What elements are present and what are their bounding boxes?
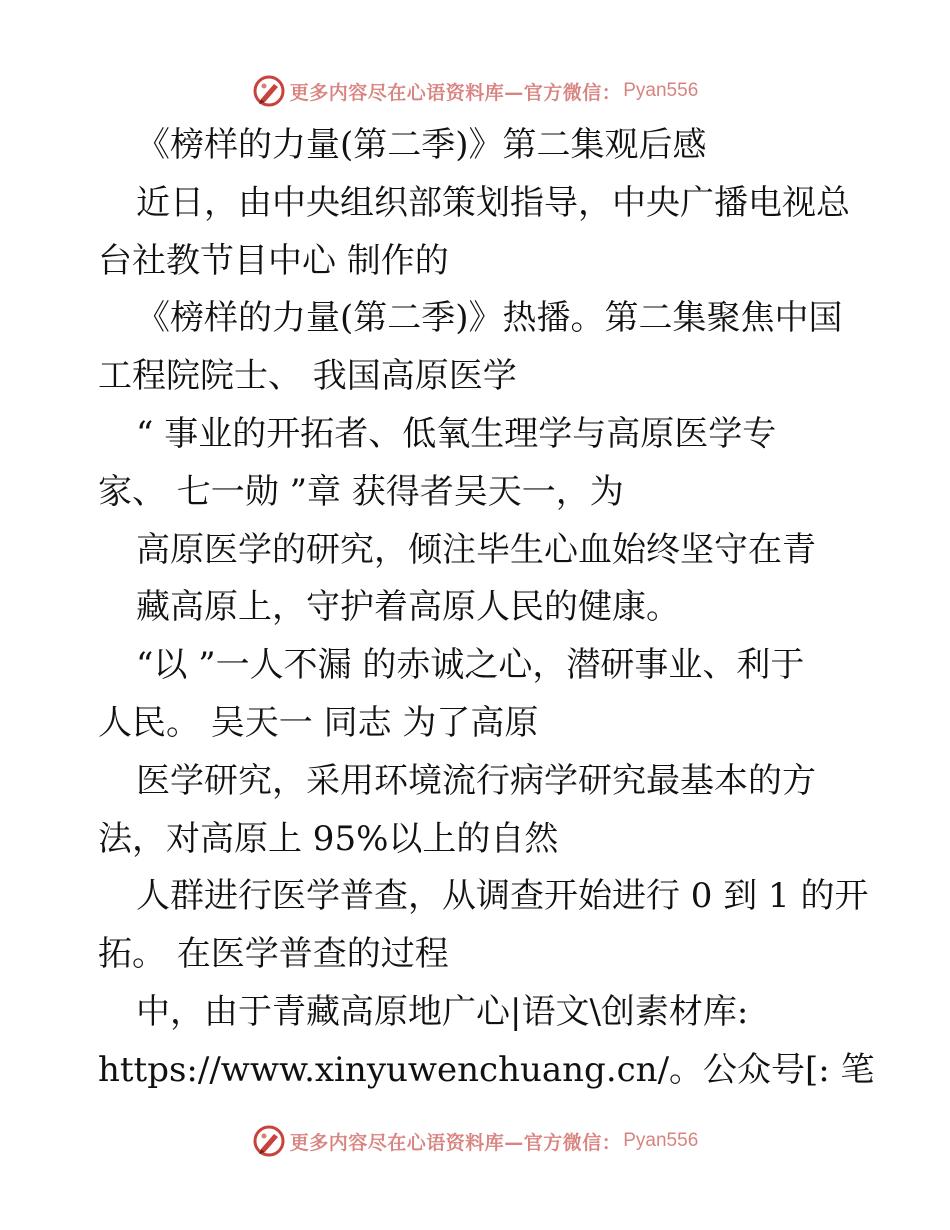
header-watermark-banner: [0, 73, 950, 109]
footer-watermark-banner: [0, 1123, 950, 1159]
pen-logo-icon: [252, 74, 286, 108]
document-title: 《榜样的力量(第二季)》第二集观后感: [136, 125, 707, 165]
pen-logo-icon: [252, 1124, 286, 1158]
text-line: 医学研究，采用环境流行病学研究最基本的方: [136, 760, 816, 801]
text-line: 中，由于青藏高原地广心|语文\创素材库:: [136, 991, 749, 1032]
banner-text: 更多内容尽在心语资料库—官方微信：: [289, 81, 622, 104]
text-line: 高原医学的研究，倾注毕生心血始终坚守在青: [136, 529, 816, 570]
text-line: 法，对高原上 95%以上的自然: [98, 818, 559, 859]
text-line: 近日，由中央组织部策划指导，中央广播电视总: [136, 182, 850, 223]
text-line: 《榜样的力量(第二季)》热播。第二集聚焦中国: [136, 298, 843, 339]
text-line: 台社教节目中心 制作的: [98, 240, 449, 281]
text-line: 人群进行医学普查，从调查开始进行 0 到 1 的开: [136, 876, 869, 917]
text-line: 家、 七一勋 ”章 获得者吴天一，为: [98, 471, 624, 512]
document-body: [98, 117, 878, 1100]
text-line: “ 事业的开拓者、低氧生理学与高原医学专: [136, 413, 777, 454]
text-line: 人民。 吴天一 同志 为了高原: [98, 702, 539, 743]
text-line: 工程院院士、 我国高原医学: [98, 356, 517, 397]
text-line: “以 ”一人不漏 的赤诚之心，潜研事业、利于: [136, 645, 805, 686]
banner-text: 更多内容尽在心语资料库—官方微信：: [289, 1131, 622, 1154]
text-line: 藏高原上，守护着高原人民的健康。: [136, 587, 680, 628]
text-line: https://www.xinyuwenchuang.cn/。公众号[: 笔: [98, 1049, 875, 1090]
banner-wechat-id: Pyan556: [623, 1130, 699, 1151]
banner-wechat-id: Pyan556: [623, 80, 699, 101]
text-line: 拓。 在医学普查的过程: [98, 934, 449, 975]
